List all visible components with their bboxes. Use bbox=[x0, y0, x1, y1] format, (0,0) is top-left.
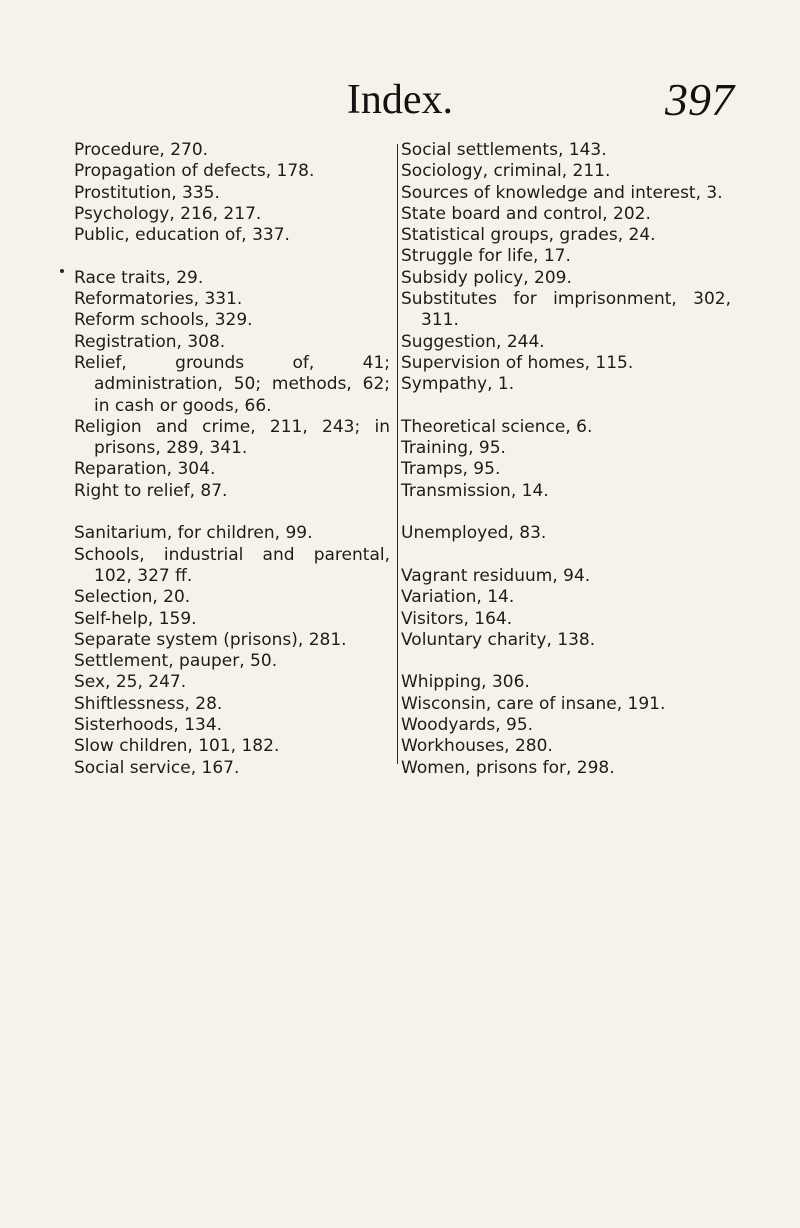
index-entry: Visitors, 164. bbox=[401, 608, 513, 629]
index-entry: Settlement, pauper, 50. bbox=[74, 651, 278, 672]
index-group-s bbox=[74, 523, 390, 779]
page-number: 397 bbox=[665, 74, 734, 125]
index-entry: Right to relief, 87. bbox=[74, 480, 228, 501]
index-group-v bbox=[401, 566, 731, 651]
index-entry: Propagation of defects, 178. bbox=[74, 161, 315, 182]
index-entry: Sympathy, 1. bbox=[401, 374, 515, 395]
index-entry: Sources of knowledge and interest, 3. bbox=[401, 182, 723, 203]
index-entry: Transmission, 14. bbox=[401, 480, 549, 501]
index-group-s-cont bbox=[401, 140, 731, 396]
index-entry: Subsidy policy, 209. bbox=[401, 267, 572, 288]
index-entry: Substitutes for imprisonment, 302, 311. bbox=[401, 289, 731, 331]
index-entry: Supervision of homes, 115. bbox=[401, 352, 634, 373]
page-title: Index. bbox=[346, 77, 454, 123]
index-entry: Voluntary charity, 138. bbox=[401, 629, 596, 650]
index-entry: Suggestion, 244. bbox=[401, 331, 545, 352]
index-entry: Religion and crime, 211, 243; in prisons, 289, 341. bbox=[74, 416, 390, 459]
index-entry: Vagrant residuum, 94. bbox=[401, 565, 591, 586]
index-entry: Slow children, 101, 182. bbox=[74, 736, 280, 757]
index-entry: Separate system (prisons), 281. bbox=[74, 629, 347, 650]
index-group-p bbox=[74, 140, 390, 246]
index-entry: Shiftlessness, 28. bbox=[74, 693, 223, 714]
index-entry: Social settlements, 143. bbox=[401, 140, 607, 160]
index-entry: Woodyards, 95. bbox=[401, 715, 534, 736]
index-entry: Whipping, 306. bbox=[401, 672, 530, 693]
index-entry: State board and control, 202. bbox=[401, 203, 651, 224]
index-entry: Sociology, criminal, 211. bbox=[401, 161, 611, 182]
index-entry: Psychology, 216, 217. bbox=[74, 203, 262, 224]
index-entry: Unemployed, 83. bbox=[401, 523, 547, 544]
index-entry: Relief, grounds of, 41; administration, 50; methods, 62; in cash or goods, 66. bbox=[74, 352, 390, 416]
index-entry: Procedure, 270. bbox=[74, 140, 209, 160]
index-entry: Training, 95. bbox=[401, 438, 506, 459]
index-group-t bbox=[401, 417, 731, 502]
index-entry: Sisterhoods, 134. bbox=[74, 715, 223, 736]
index-entry: Variation, 14. bbox=[401, 587, 515, 608]
index-entry: Tramps, 95. bbox=[401, 459, 501, 480]
index-entry: Sex, 25, 247. bbox=[74, 672, 187, 693]
index-entry: Theoretical science, 6. bbox=[401, 416, 593, 437]
index-entry: Registration, 308. bbox=[74, 331, 226, 352]
index-column-right bbox=[401, 140, 731, 779]
index-entry: Selection, 20. bbox=[74, 587, 191, 608]
print-speck bbox=[60, 269, 64, 273]
index-group-w bbox=[401, 672, 731, 778]
index-group-u bbox=[401, 523, 731, 544]
index-entry: Women, prisons for, 298. bbox=[401, 757, 615, 778]
index-entry: Reformatories, 331. bbox=[74, 289, 243, 310]
index-entry: Reparation, 304. bbox=[74, 459, 216, 480]
index-entry: Workhouses, 280. bbox=[401, 736, 553, 757]
index-entry: Schools, industrial and parental, 102, 327 ff. bbox=[74, 544, 390, 586]
index-entry: Reform schools, 329. bbox=[74, 310, 253, 331]
index-group-r bbox=[74, 268, 390, 502]
index-entry: Struggle for life, 17. bbox=[401, 246, 571, 267]
index-entry: Race traits, 29. bbox=[74, 267, 204, 288]
index-entry: Prostitution, 335. bbox=[74, 182, 220, 203]
index-column-left bbox=[74, 140, 390, 779]
index-entry: Public, education of, 337. bbox=[74, 225, 290, 246]
index-entry: Sanitarium, for children, 99. bbox=[74, 523, 313, 544]
index-entry: Social service, 167. bbox=[74, 757, 240, 778]
index-entry: Self-help, 159. bbox=[74, 608, 197, 629]
index-entry: Statistical groups, grades, 24. bbox=[401, 225, 656, 246]
index-entry: Wisconsin, care of insane, 191. bbox=[401, 693, 666, 714]
column-divider bbox=[397, 144, 398, 764]
